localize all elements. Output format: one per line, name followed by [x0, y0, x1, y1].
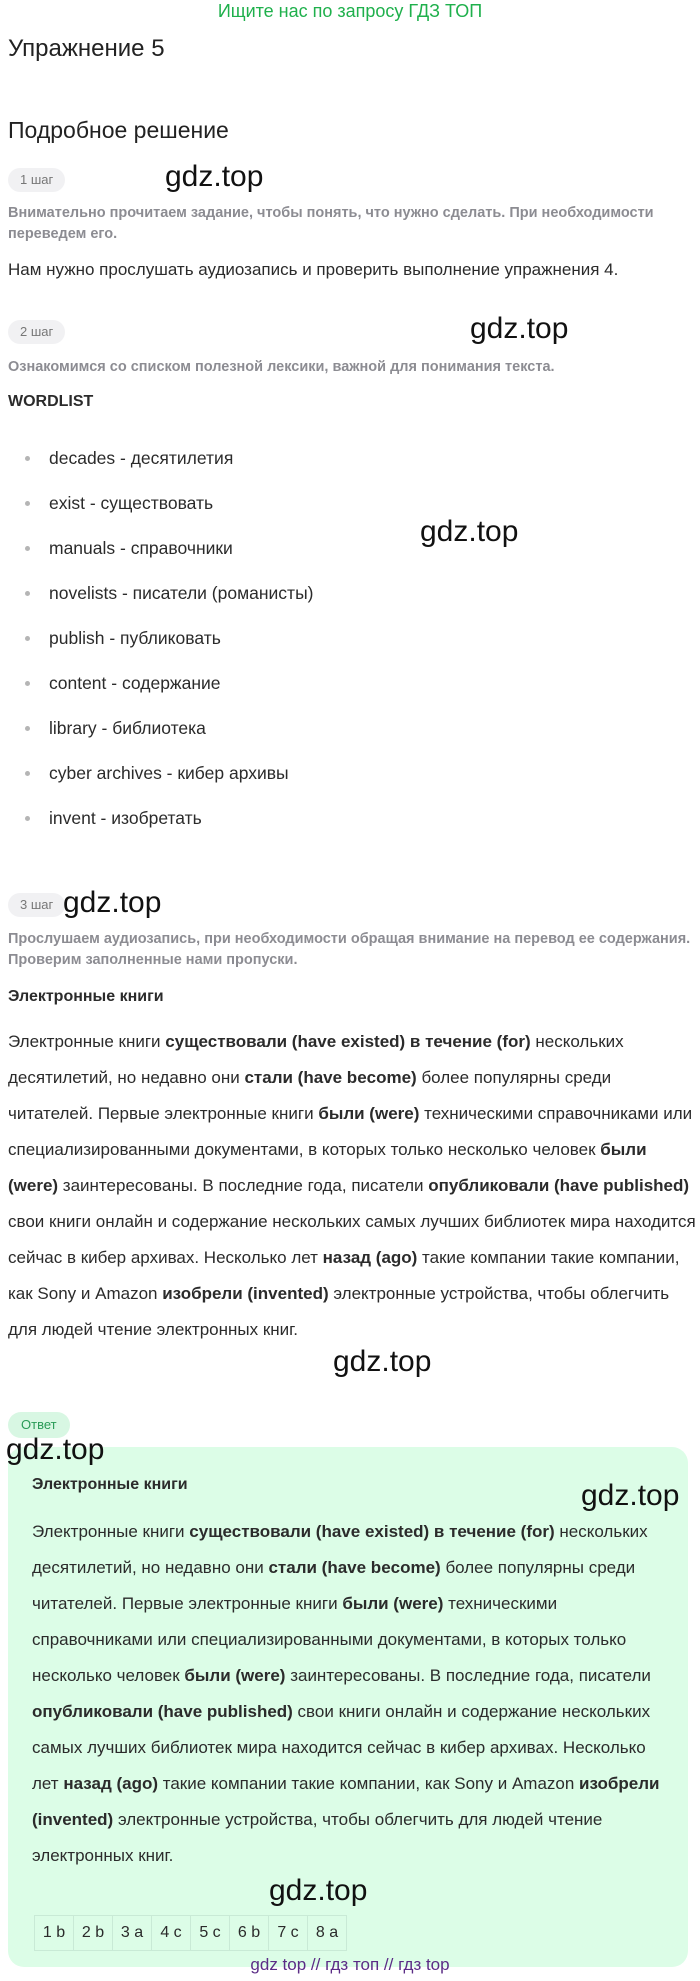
answer-cell: 7 c [268, 1915, 308, 1951]
list-item: decades - десятилетия [0, 436, 313, 481]
answer-badge: Ответ [8, 1412, 70, 1438]
watermark: gdz.top [63, 886, 162, 919]
solution-subtitle: Подробное решение [8, 117, 229, 143]
wordlist [0, 436, 313, 841]
answer-cell: 5 c [190, 1915, 230, 1951]
step-2-badge: 2 шаг [8, 320, 65, 344]
bullet-icon [25, 501, 30, 506]
list-item: publish - публиковать [0, 616, 313, 661]
bullet-icon [25, 456, 30, 461]
bullet-icon [25, 591, 30, 596]
wordlist-heading: WORDLIST [8, 393, 94, 410]
bullet-icon [25, 546, 30, 551]
list-item: exist - существовать [0, 481, 313, 526]
bullet-icon [25, 771, 30, 776]
list-item: content - содержание [0, 661, 313, 706]
list-item: cyber archives - кибер архивы [0, 751, 313, 796]
step-1-hint: Внимательно прочитаем задание, чтобы понять, что нужно сделать. При необходимости переведем его. [8, 205, 654, 242]
step-3-badge: 3 шаг [8, 893, 65, 917]
bullet-icon [25, 681, 30, 686]
list-item: library - библиотека [0, 706, 313, 751]
answer-cell: 3 a [112, 1915, 152, 1951]
bullet-icon [25, 636, 30, 641]
answer-cell: 4 c [151, 1915, 191, 1951]
answer-cell: 8 a [307, 1915, 347, 1951]
step-2-hint: Ознакомимся со списком полезной лексики, важной для понимания текста. [8, 359, 555, 375]
watermark: gdz.top [165, 160, 264, 193]
answer-cell: 6 b [229, 1915, 269, 1951]
list-item: manuals - справочники [0, 526, 313, 571]
watermark: gdz.top [333, 1345, 432, 1378]
answer-cell: 1 b [34, 1915, 74, 1951]
page-title: Упражнение 5 [8, 35, 165, 62]
bullet-icon [25, 816, 30, 821]
answer-paragraph: Электронные книги существовали (have existed) в течение (for) нескольких десятилетий, но недавно они стали (have become) более популярны среди читателей. Первые электронные книги были (were) техническими справочниками или специализированными документами, в которых только несколько человек были (were) заинтересованы. В последние года, писатели опубликовали (have published) свои книги онлайн и содержание нескольких самых лучших библиотек мира находится сейчас в кибер архивах. Несколько лет назад (ago) такие компании такие компании, как Sony и Amazon изобрели (invented) электронные устройства, чтобы облегчить для людей чтение электронных книг. [32, 1522, 660, 1865]
answer-heading: Электронные книги [32, 1476, 188, 1493]
step-3-paragraph: Электронные книги существовали (have existed) в течение (for) нескольких десятилетий, но недавно они стали (have become) более популярны среди читателей. Первые электронные книги были (were) техническими справочниками или специализированными документами, в которых только несколько человек были (were) заинтересованы. В последние года, писатели опубликовали (have published) свои книги онлайн и содержание нескольких самых лучших библиотек мира находится сейчас в кибер архивах. Несколько лет назад (ago) такие компании такие компании, как Sony и Amazon изобрели (invented) электронные устройства, чтобы облегчить для людей чтение электронных книг. [8, 1032, 696, 1339]
top-banner: Ищите нас по запросу ГДЗ ТОП [217, 1, 483, 21]
list-item: invent - изобретать [0, 796, 313, 841]
bullet-icon [25, 726, 30, 731]
watermark: gdz.top [420, 515, 519, 548]
answer-cell: 2 b [73, 1915, 113, 1951]
step-3-hint: Прослушаем аудиозапись, при необходимости обращая внимание на перевод ее содержания. Проверим заполненные нами пропуски. [8, 931, 691, 968]
watermark: gdz.top [269, 1874, 368, 1907]
watermark: gdz.top [581, 1479, 680, 1512]
footer-links[interactable]: gdz top // гдз топ // гдз top [250, 1955, 450, 1974]
watermark: gdz.top [6, 1433, 105, 1466]
text-heading: Электронные книги [8, 988, 164, 1005]
list-item: novelists - писатели (романисты) [0, 571, 313, 616]
answer-cells [34, 1915, 346, 1951]
watermark: gdz.top [470, 312, 569, 345]
step-1-text: Нам нужно прослушать аудиозапись и проверить выполнение упражнения 4. [8, 260, 619, 279]
step-1-badge: 1 шаг [8, 168, 65, 192]
